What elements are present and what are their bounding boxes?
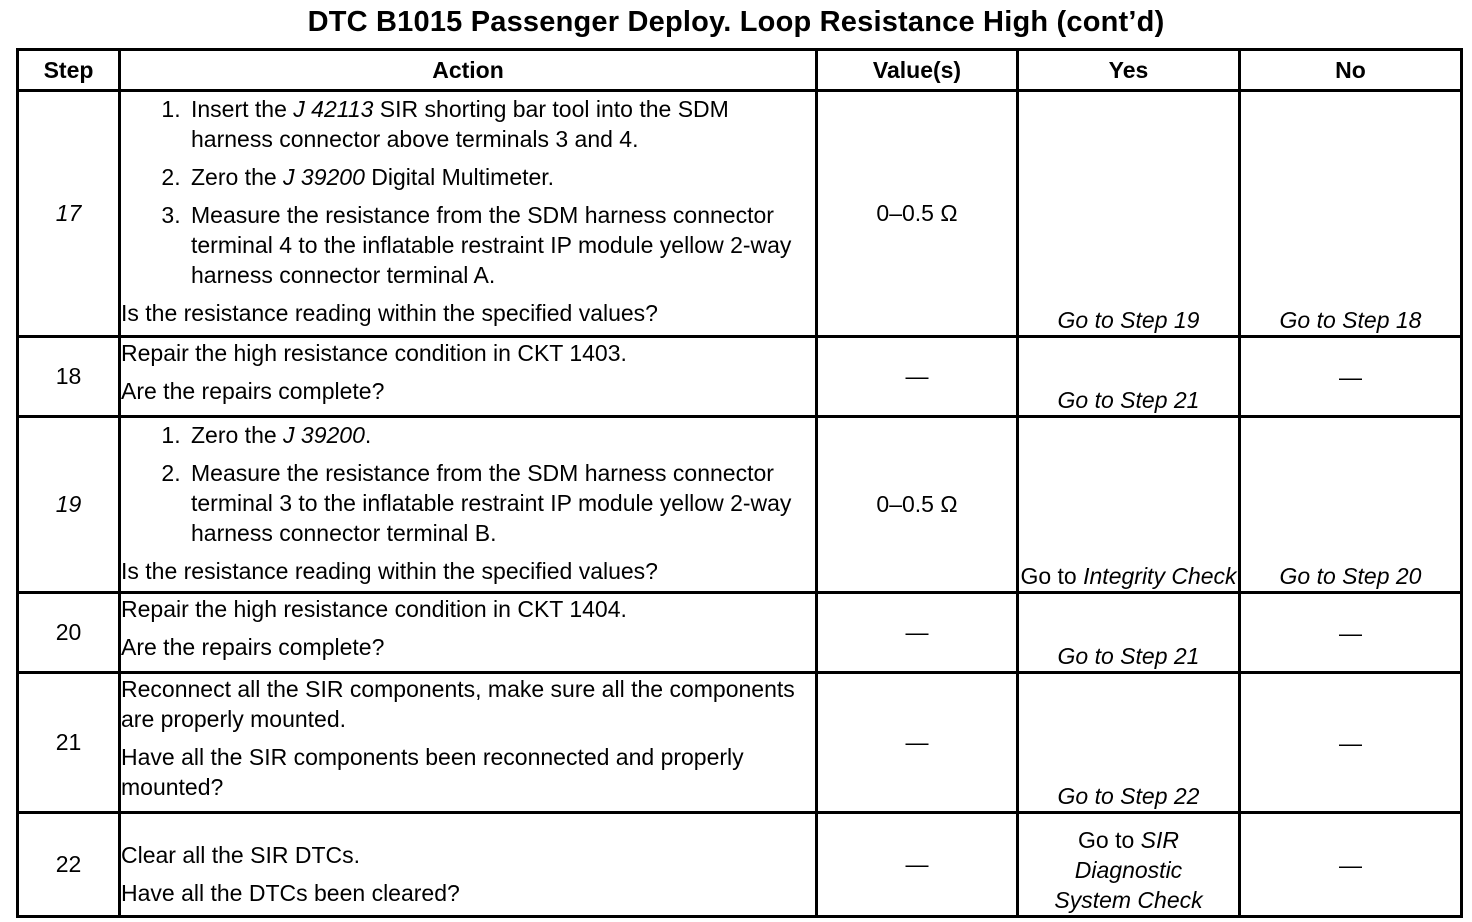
value-cell: — (817, 337, 1018, 417)
value-cell: — (817, 673, 1018, 813)
yes-cell: Go to Step 21 (1018, 593, 1240, 673)
no-cell: — (1240, 337, 1462, 417)
question-text: Are the repairs complete? (121, 634, 385, 660)
header-step: Step (18, 50, 120, 91)
question-text: Is the resistance reading within the specified values? (121, 300, 658, 326)
header-yes: Yes (1018, 50, 1240, 91)
yes-cell: Go to Step 19 (1018, 91, 1240, 337)
step-number: 17 (18, 91, 120, 337)
table-row (18, 91, 1462, 337)
yes-cell: Go to Step 22 (1018, 673, 1240, 813)
header-row (18, 50, 1462, 91)
no-cell: Go to Step 18 (1240, 91, 1462, 337)
action-text: Repair the high resistance condition in CKT 1403. (121, 340, 627, 366)
value-cell: — (817, 813, 1018, 917)
action-step: 2. Measure the resistance from the SDM harness connector terminal 3 to the inflatable restraint IP module yellow 2-way harness connector terminal B. (187, 458, 815, 548)
step-number: 20 (18, 593, 120, 673)
action-cell (120, 813, 817, 917)
question-text: Are the repairs complete? (121, 378, 385, 404)
no-cell: — (1240, 593, 1462, 673)
table-row (18, 337, 1462, 417)
table-row (18, 673, 1462, 813)
action-text: Reconnect all the SIR components, make sure all the components are properly mounted. (121, 676, 795, 732)
tool-reference: J 39200 (283, 422, 365, 448)
action-steps (121, 420, 815, 548)
table-row (18, 417, 1462, 593)
tool-reference: J 39200 (283, 164, 365, 190)
no-cell: Go to Step 20 (1240, 417, 1462, 593)
header-action: Action (120, 50, 817, 91)
tool-reference: J 42113 (293, 96, 374, 122)
yes-cell: Go to Step 21 (1018, 337, 1240, 417)
table-row (18, 593, 1462, 673)
value-cell: 0–0.5 Ω (817, 417, 1018, 593)
page-title: DTC B1015 Passenger Deploy. Loop Resistance High (cont’d) (307, 6, 1165, 38)
action-cell (120, 673, 817, 813)
action-step: 2. Zero the J 39200 Digital Multimeter. (187, 162, 815, 192)
action-cell (120, 417, 817, 593)
step-number: 19 (18, 417, 120, 593)
header-values: Value(s) (817, 50, 1018, 91)
step-number: 18 (18, 337, 120, 417)
sir-diagnostic-check-link: SIR Diagnostic System Check (1054, 827, 1203, 913)
step-number: 21 (18, 673, 120, 813)
action-step: 1. Insert the J 42113 SIR shorting bar tool into the SDM harness connector above terminals 3 and 4. (187, 94, 815, 154)
action-step: 3. Measure the resistance from the SDM harness connector terminal 4 to the inflatable restraint IP module yellow 2-way harness connector terminal A. (187, 200, 815, 290)
action-cell (120, 337, 817, 417)
action-cell (120, 91, 817, 337)
action-step: 1. Zero the J 39200. (187, 420, 815, 450)
action-steps (121, 94, 815, 290)
question-text: Is the resistance reading within the specified values? (121, 558, 658, 584)
value-cell: 0–0.5 Ω (817, 91, 1018, 337)
question-text: Have all the SIR components been reconnected and properly mounted? (121, 744, 744, 800)
no-cell: — (1240, 813, 1462, 917)
step-number: 22 (18, 813, 120, 917)
header-no: No (1240, 50, 1462, 91)
action-cell (120, 593, 817, 673)
diagnostic-table (16, 48, 1463, 918)
yes-cell: Go to SIR Diagnostic System Check (1018, 813, 1240, 917)
table-row (18, 813, 1462, 917)
integrity-check-link: Integrity Check (1083, 563, 1237, 589)
yes-cell: Go to Integrity Check (1018, 417, 1240, 593)
action-text: Repair the high resistance condition in CKT 1404. (121, 596, 627, 622)
action-text: Clear all the SIR DTCs. (121, 841, 361, 868)
value-cell: — (817, 593, 1018, 673)
no-cell: — (1240, 673, 1462, 813)
question-text: Have all the DTCs been cleared? (121, 879, 460, 906)
